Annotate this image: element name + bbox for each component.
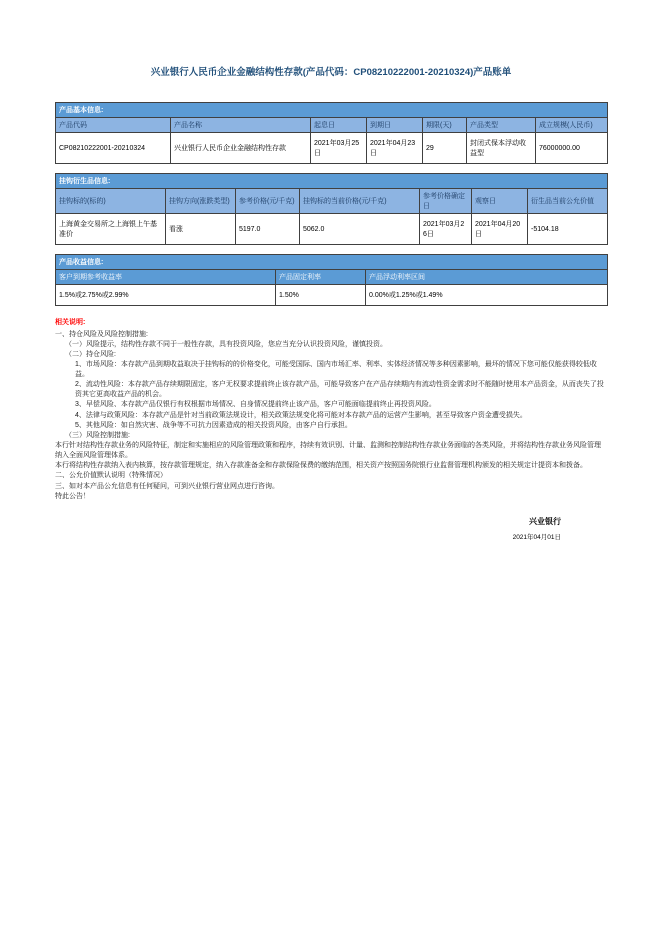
- basic-info-data-row: [56, 133, 608, 164]
- income-info-column-header: 产品固定利率: [276, 270, 366, 285]
- basic-info-data-cell: 29: [423, 133, 467, 164]
- derivative-info-column-header: 参考价格确定日: [420, 189, 472, 214]
- derivative-info-data-cell: -5104.18: [528, 214, 608, 245]
- note-line: （一）风险提示，结构性存款不同于一般性存款，具有投资风险，您应当充分认识投资风险，谨慎投资。: [65, 340, 387, 348]
- derivative-info-column-header: 衍生品当前公允价值: [528, 189, 608, 214]
- notes-label: 相关说明:: [55, 319, 86, 326]
- income-info-data-cell: 0.00%或1.25%或1.49%: [366, 285, 608, 306]
- note-line: 本行针对结构性存款业务的风险特征，制定和实施相应的风险管理政策和程序，持续有效识别、计量、监测和控制结构性存款业务面临的各类风险，并将结构性存款业务风险管理纳入全面风险管理体系。: [55, 442, 601, 460]
- basic-info-header-row: [56, 118, 608, 133]
- note-line: 2、流动性风险：本存款产品存续期限固定，客户无权要求提前终止该存款产品，可能导致客户在产品存续期内有流动性资金需求时不能随时使用本产品资金，从而丧失了投资其它更高收益产品的机会。: [75, 381, 604, 399]
- income-info-table: [55, 254, 608, 306]
- basic-info-column-header: 产品类型: [467, 118, 536, 133]
- notes-lines: [55, 330, 607, 502]
- basic-info-column-header: 期限(天): [423, 118, 467, 133]
- note-line: 1、市场风险：本存款产品到期收益取决于挂钩标的的价格变化，可能受国际、国内市场汇率、利率、实体经济情况等多种因素影响，最坏的情况下您可能仅能获得较低收益。: [75, 360, 597, 379]
- derivative-info-column-header: 挂钩标的(标的): [56, 189, 166, 214]
- bank-name: 兴业银行: [529, 516, 561, 526]
- derivative-info-data-cell: 2021年03月26日: [420, 214, 472, 245]
- income-info-header-row: [56, 270, 608, 285]
- note-line: 特此公告！: [55, 492, 90, 500]
- note-line: 5、其他风险：如自然灾害、战争等不可抗力因素造成的相关投资风险，由客户自行承担。: [75, 421, 352, 429]
- note-line: 二、公允价值默认说明（特殊情况）: [55, 472, 167, 480]
- income-info-data-cell: 1.5%或2.75%或2.99%: [56, 285, 276, 306]
- section-title-derivative-info: 挂钩衍生品信息:: [56, 174, 608, 189]
- derivative-info-data-cell: 上海黄金交易所之上海银上午基准价: [56, 214, 166, 245]
- derivative-info-table: [55, 173, 608, 245]
- basic-info-column-header: 成立规模(人民币): [536, 118, 608, 133]
- derivative-info-column-header: 观察日: [472, 189, 528, 214]
- page-title: 兴业银行人民币企业金融结构性存款(产品代码：CP08210222001-20210324)产品账单: [150, 67, 512, 78]
- basic-info-column-header: 到期日: [367, 118, 423, 133]
- basic-info-column-header: 产品代码: [56, 118, 171, 133]
- derivative-info-column-header: 参考价格(元/千克): [236, 189, 300, 214]
- note-line: 3、早偿风险、本存款产品仅银行有权根据市场情况、自身情况提前终止该产品，客户可能面临提前终止再投资风险。: [75, 401, 436, 409]
- basic-info-data-cell: CP08210222001-20210324: [56, 133, 171, 164]
- statement-date: 2021年04月01日: [512, 533, 561, 541]
- derivative-info-data-cell: 看涨: [166, 214, 236, 245]
- note-line: 一、持仓风险及风险控制措施:: [55, 330, 148, 338]
- basic-info-data-cell: 2021年03月25日: [311, 133, 367, 164]
- section-row: [56, 255, 608, 270]
- section-row: [56, 174, 608, 189]
- income-info-column-header: 产品浮动利率区间: [366, 270, 608, 285]
- note-line: 4、法律与政策风险：本存款产品是针对当前政策法规设计，相关政策法规变化将可能对本存款产品的运营产生影响，甚至导致客户资金遭受损失。: [75, 411, 527, 419]
- footer: [55, 516, 607, 541]
- note-line: 三、如对本产品公允信息有任何疑问，可到兴业银行营业网点进行咨询。: [55, 482, 279, 490]
- section-row: [56, 103, 608, 118]
- derivative-info-column-header: 挂钩方向(涨跌类型): [166, 189, 236, 214]
- note-line: （二）持仓风险:: [65, 350, 116, 358]
- section-title-income-info: 产品收益信息:: [56, 255, 608, 270]
- income-info-data-row: [56, 285, 608, 306]
- derivative-info-header-row: [56, 189, 608, 214]
- basic-info-data-cell: 2021年04月23日: [367, 133, 423, 164]
- page-content: [55, 0, 607, 541]
- note-line: 本行将结构性存款纳入表内核算，按存款管理规定，纳入存款准备金和存款保险保费的缴纳范围，相关资产按照国务院银行业监督管理机构颁发的相关规定计提资本和拨备。: [55, 462, 587, 470]
- basic-info-data-cell: 兴业银行人民币企业金融结构性存款: [171, 133, 311, 164]
- derivative-info-data-cell: 5062.0: [300, 214, 420, 245]
- income-info-data-cell: 1.50%: [276, 285, 366, 306]
- income-info-column-header: 客户到期参考收益率: [56, 270, 276, 285]
- note-line: （三）风险控制措施:: [65, 431, 130, 439]
- basic-info-table: [55, 102, 608, 164]
- section-title-basic-info: 产品基本信息:: [56, 103, 608, 118]
- derivative-info-data-cell: 2021年04月20日: [472, 214, 528, 245]
- derivative-info-data-row: [56, 214, 608, 245]
- notes-section: [55, 318, 607, 502]
- basic-info-data-cell: 76000000.00: [536, 133, 608, 164]
- derivative-info-column-header: 挂钩标的当前价格(元/千克): [300, 189, 420, 214]
- basic-info-column-header: 起息日: [311, 118, 367, 133]
- basic-info-column-header: 产品名称: [171, 118, 311, 133]
- basic-info-data-cell: 封闭式保本浮动收益型: [467, 133, 536, 164]
- derivative-info-data-cell: 5197.0: [236, 214, 300, 245]
